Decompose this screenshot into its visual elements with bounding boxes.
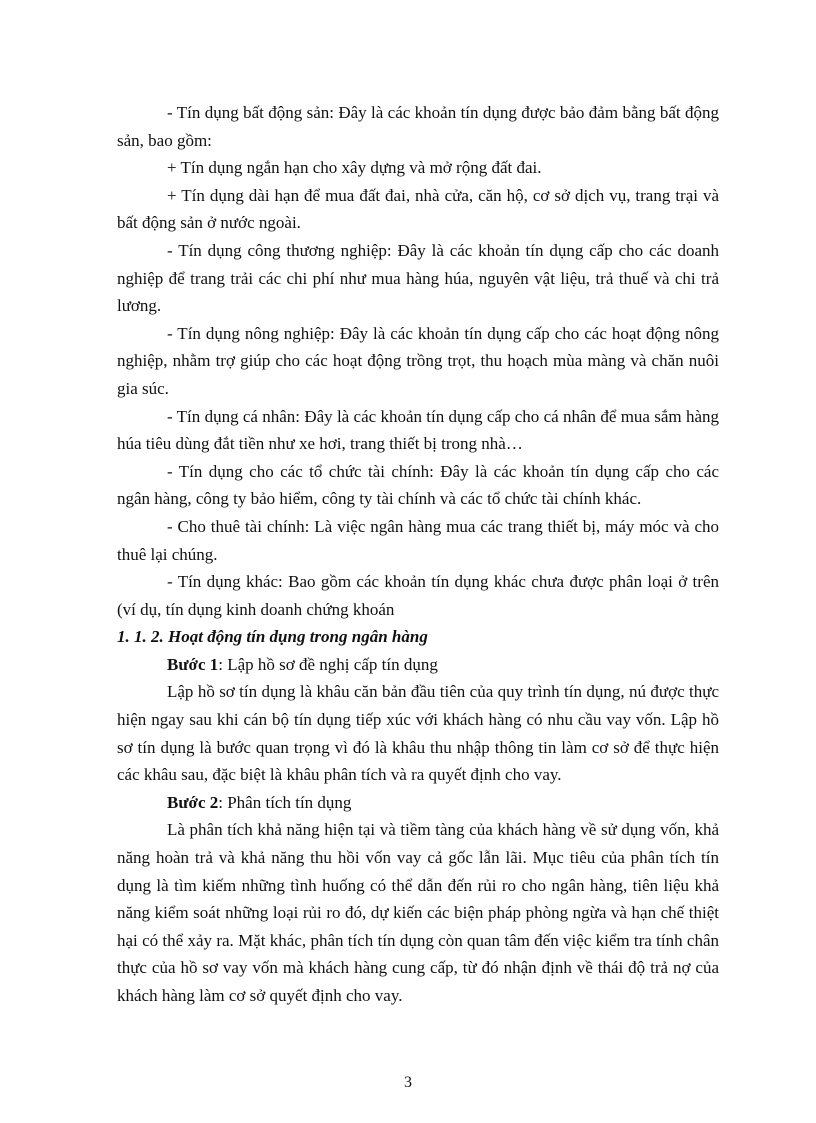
paragraph-commercial-credit: - Tín dụng công thương nghiệp: Đây là các khoản tín dụng cấp cho các doanh nghiệp để trang trải các chi phí như mua hàng húa, nguyên vật liệu, trả thuế và chi trả lương. <box>117 240 719 316</box>
paragraph-financial-institution-credit: - Tín dụng cho các tổ chức tài chính: Đây là các khoản tín dụng cấp cho các ngân hàng, công ty bảo hiểm, công ty tài chính và các tổ chức tài chính khác. <box>117 461 719 509</box>
paragraph-other-credit: - Tín dụng khác: Bao gồm các khoản tín dụng khác chưa được phân loại ở trên (ví dụ, tín dụng kinh doanh chứng khoán <box>117 572 719 619</box>
step-2-body: Là phân tích khả năng hiện tại và tiềm tàng của khách hàng về sử dụng vốn, khả năng hoàn trả và khả năng thu hồi vốn vay cả gốc lẫn lãi. Mục tiêu của phân tích tín dụng là tìm kiếm những tình huống có thể dẫn đến rủi ro cho ngân hàng, tiên liệu khả năng kiểm soát những loại rủi ro đó, dự kiến các biện pháp phòng ngừa và hạn chế thiệt hại có thể xảy ra. Mặt khác, phân tích tín dụng còn quan tâm đến việc kiểm tra tính chân thực của hồ sơ vay vốn mà khách hàng cung cấp, từ đó nhận định về thái độ trả nợ của khách hàng làm cơ sở quyết định cho vay. <box>117 820 719 1005</box>
paragraph-short-term-credit: + Tín dụng ngắn hạn cho xây dựng và mở rộng đất đai. <box>167 158 542 178</box>
step-2-label: Bước 2 <box>167 792 219 812</box>
step-1-heading <box>117 651 719 679</box>
paragraph-agricultural-credit: - Tín dụng nông nghiệp: Đây là các khoản tín dụng cấp cho các hoạt động nông nghiệp, nhằm trợ giúp cho các hoạt động trồng trọt, thu hoạch mùa màng và chăn nuôi gia súc. <box>117 323 719 398</box>
step-1-label: Bước 1 <box>167 654 219 674</box>
paragraph-personal-credit: - Tín dụng cá nhân: Đây là các khoản tín dụng cấp cho cá nhân để mua sắm hàng húa tiêu dùng đắt tiền như xe hơi, trang thiết bị trong nhà… <box>117 406 719 454</box>
step-1-body: Lập hồ sơ tín dụng là khâu căn bản đầu tiên của quy trình tín dụng, nú được thực hiện ngay sau khi cán bộ tín dụng tiếp xúc với khách hàng có nhu cầu vay vốn. Lập hồ sơ tín dụng là bước quan trọng vì đó là khâu thu nhập thông tin làm cơ sở để thực hiện các khâu sau, đặc biệt là khâu phân tích và ra quyết định cho vay. <box>117 682 719 785</box>
page-number: 3 <box>404 1074 412 1091</box>
section-heading: 1. 1. 2. Hoạt động tín dụng trong ngân hàng <box>117 627 428 647</box>
paragraph-real-estate-credit: - Tín dụng bất động sản: Đây là các khoản tín dụng được bảo đảm bằng bất động sản, bao gồm: <box>117 103 719 150</box>
page-body <box>117 99 719 1010</box>
step-1-title: : Lập hồ sơ đề nghị cấp tín dụng <box>218 654 438 674</box>
paragraph-long-term-credit: + Tín dụng dài hạn để mua đất đai, nhà cửa, căn hộ, cơ sở dịch vụ, trang trại và bất động sản ở nước ngoài. <box>117 185 719 233</box>
step-2-title: : Phân tích tín dụng <box>218 792 352 812</box>
step-2-heading <box>117 789 719 817</box>
paragraph-financial-leasing: - Cho thuê tài chính: Là việc ngân hàng mua các trang thiết bị, máy móc và cho thuê lại chúng. <box>117 516 719 564</box>
